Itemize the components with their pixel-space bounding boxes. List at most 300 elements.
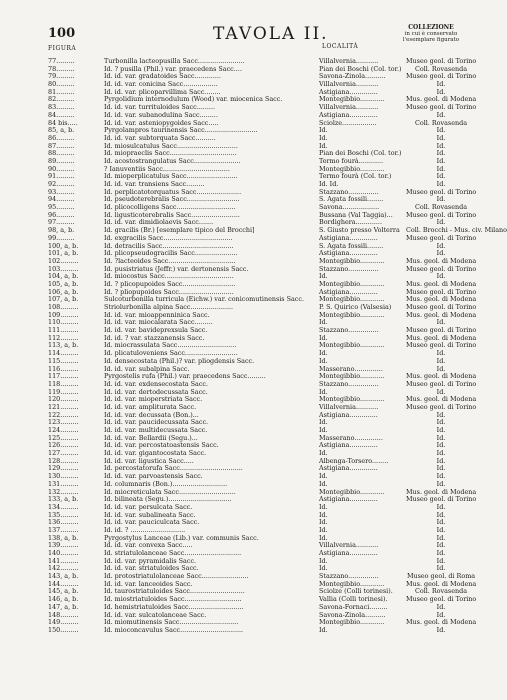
locality: Id.	[319, 564, 328, 573]
species-name: Id. hemistriatuloides Sacc...........................	[104, 602, 244, 611]
figure-number: 79.........	[48, 72, 75, 81]
species-name: Id. miopraeclis Sacc.................................	[104, 149, 237, 158]
locality: Montegibbio............	[319, 95, 385, 104]
locality: Astigiana..............	[319, 87, 378, 96]
figure-number: 104, a, b.	[48, 272, 79, 281]
species-name: Id. id. var. transiens Sacc.........	[104, 180, 205, 188]
locality: Id.	[319, 349, 328, 358]
species-name: Id. miocreticulata Sacc............................	[104, 487, 236, 496]
figure-number: 86.........	[48, 133, 75, 142]
collection: Coll. Rovasenda	[414, 203, 468, 212]
figure-number: 97.........	[48, 218, 75, 227]
figure-number: 94.........	[48, 195, 75, 204]
species-name: Id. id. var. bavideprexsula Sacc.	[104, 326, 208, 335]
species-name: Id. ? pusilla (Phil.) var. praecedens Sacc....	[104, 64, 242, 73]
locality: Bordighera.............	[319, 218, 382, 227]
figure-number: 114.........	[48, 349, 79, 358]
column-header-localita: LOCALITÀ	[322, 43, 359, 50]
locality: Id.	[319, 126, 328, 135]
locality: P. S. Quirico (Valsesia)	[319, 303, 392, 311]
collection: Id.	[436, 364, 446, 373]
figure-number: 140.........	[48, 549, 79, 557]
species-name: Id. taurostriatuloides Sacc...........................	[104, 587, 245, 596]
species-name: Id. ? plicopupoides Sacc..........................	[104, 279, 236, 288]
figure-number: 126.........	[48, 441, 79, 450]
plate-table	[48, 57, 507, 635]
collection: Museo geol. di Torino	[406, 210, 477, 219]
collection: Id.	[436, 449, 446, 458]
locality: Id.	[319, 387, 328, 396]
collection: Id.	[436, 249, 446, 258]
locality: Pian dei Boschi (Col. tor.)	[319, 64, 402, 73]
locality: Savona-Zinola..........	[319, 72, 386, 81]
species-name: Id. ? pliopupoides Sacc...........................	[104, 287, 234, 296]
species-name: Id. id. var. turrituloides Sacc.........	[104, 103, 215, 112]
locality: Montegibbio............	[319, 164, 385, 173]
figure-number: 122.........	[48, 410, 79, 419]
collection: Museo geol. di Torino	[406, 341, 477, 350]
locality: Astigiana..............	[319, 464, 378, 473]
column-header-figura: FIGURA	[48, 45, 77, 52]
figure-number: 89.........	[48, 156, 75, 165]
species-name: ? Ianuventiis Sacc.................................	[104, 164, 230, 173]
collection: Id.	[436, 502, 446, 511]
locality: Id.	[319, 426, 328, 434]
figure-number: 77.........	[48, 57, 75, 65]
locality: Astigiana..............	[319, 495, 378, 504]
figure-number: 102.........	[48, 256, 79, 265]
figure-number: 142.........	[48, 564, 79, 573]
locality: Montegibbio............	[319, 372, 385, 381]
collection: Mus. geol. di Modena	[406, 310, 477, 319]
species-name: Id. plicocolligens Sacc.............................	[104, 203, 236, 212]
figure-number: 80.........	[48, 80, 75, 89]
collection: Mus. geol. di Modena	[406, 372, 477, 381]
figure-number: 88.........	[48, 149, 75, 158]
figure-number: 87.........	[48, 141, 75, 150]
species-name: Id. id. var. plicoparvillima Sacc........	[104, 87, 221, 96]
species-name: Id. bilineata (Segu.)...............................	[104, 495, 232, 504]
species-name: Striolurbonilla alpina Sacc.....................	[104, 303, 234, 311]
collection: Id.	[436, 110, 446, 119]
locality: Montegibbio............	[319, 256, 385, 265]
collection: Id.	[436, 218, 446, 227]
figure-number: 138, a, b.	[48, 533, 79, 542]
collection: Museo geol. di Torino	[406, 326, 477, 335]
species-name: Id. id. ? var. stazzanensis Sacc.	[104, 333, 205, 342]
locality: Pian dei Boschi (Col. tor.)	[319, 149, 402, 158]
locality: Id.	[319, 418, 328, 427]
species-name: Id. striatulolanceae Sacc............................	[104, 549, 242, 557]
locality: Bussana (Val Taggia)...	[319, 210, 393, 219]
locality: Montegibbio............	[319, 310, 385, 319]
figure-number: 115.........	[48, 356, 79, 365]
collection: Id.	[436, 156, 446, 165]
species-name: Id. id. var. multidecussata Sacc.	[104, 426, 208, 434]
figure-number: 110.........	[48, 318, 79, 327]
species-name: Id. detracilis Sacc...................................	[104, 241, 234, 250]
collection: Museo geol. di Torino	[406, 402, 477, 411]
species-name: Sulcoturbonilla turricula (Eichw.) var. conicomutinensis Sacc.	[104, 295, 304, 304]
species-name: Id. ligusticoterebralis Sacc........................	[104, 210, 240, 219]
figure-number: 132.........	[48, 487, 79, 496]
species-name: Id. perplicatotorquatus Sacc......................	[104, 187, 242, 196]
species-name: Id. mioconcavulus Sacc...............................	[104, 625, 244, 634]
species-name: Pyrgostylus Lanceae (Lib.) var. communis Sacc.	[104, 533, 259, 542]
locality: Id.	[319, 556, 328, 565]
locality: Villalvernia...........	[319, 103, 379, 112]
species-name: Id. id. var. subanodulina Sacc.........	[104, 110, 218, 119]
collection: Id.	[436, 433, 446, 442]
figure-number: 144.........	[48, 579, 79, 588]
collection: Id.	[436, 556, 446, 565]
figure-number: 118.........	[48, 379, 79, 388]
species-name: Id. id. ? ...........................	[104, 525, 186, 534]
collection: Museo geol. di Torino	[406, 187, 477, 196]
figure-number: 85, a, b.	[48, 126, 75, 135]
collection: Museo geol. di Torino	[406, 72, 477, 81]
locality: Astigiana..............	[319, 249, 378, 258]
locality: Villalvernia...........	[319, 541, 379, 550]
locality: Montegibbio............	[319, 487, 385, 496]
locality: Astigiana..............	[319, 233, 378, 242]
species-name: Id. pusistriatus (Jeffr.) var. dertonensis Sacc.	[104, 264, 249, 273]
species-name: Id. miocrassulata Sacc.............................	[104, 341, 237, 350]
figure-number: 90.........	[48, 164, 75, 173]
locality: Savona..................	[319, 203, 380, 212]
locality: Montegibbio............	[319, 579, 385, 588]
figure-number: 92.........	[48, 180, 75, 188]
locality: Villalvernia...........	[319, 80, 379, 89]
locality: Stazzano...............	[319, 572, 379, 581]
figure-number: 123.........	[48, 418, 79, 427]
collection: Id.	[436, 318, 446, 327]
locality: Id.	[319, 333, 328, 342]
figure-number: 109.........	[48, 310, 79, 319]
figure-number: 141.........	[48, 556, 79, 565]
species-name: Id. id. var. convexa Sacc.....	[104, 541, 193, 550]
locality: Id.	[319, 272, 328, 281]
figure-number: 128.........	[48, 456, 79, 465]
species-name: Id. miocostus Sacc..................................	[104, 272, 234, 281]
locality: Sciolze.................	[319, 118, 377, 127]
species-name: Pyrgolidium internodulum (Wood) var. miocenica Sacc.	[104, 95, 283, 104]
collection: Id.	[436, 133, 446, 142]
species-name: Id. id. var. pauciculcata Sacc.	[104, 518, 200, 527]
species-name: Turbonilla lacteopusilla Sacc.......................	[104, 57, 245, 65]
page-title: TAVOLA II.	[213, 24, 329, 44]
collection: Id.	[436, 549, 446, 557]
locality: S. Giusto presso Volterra	[319, 226, 400, 235]
figure-number: 137.........	[48, 525, 79, 534]
collection: Id.	[436, 464, 446, 473]
species-name: Id. id. var. lanceoides Sacc.	[104, 579, 193, 588]
figure-number: 116.........	[48, 364, 79, 373]
species-name: Id. id. var. miocalarata Sacc.........	[104, 318, 213, 327]
figure-number: 112.........	[48, 333, 79, 342]
locality: Id.	[319, 525, 328, 534]
species-name: Id. id. var. pyramidalis Sacc.	[104, 556, 197, 565]
figure-number: 129.........	[48, 464, 79, 473]
collection: Id.	[436, 87, 446, 96]
collection: Museo geol. di Torino	[406, 379, 477, 388]
collection: Coll. Rovasenda	[414, 64, 468, 73]
species-name: Id. id. var. dimidiolaevis Sacc.......	[104, 218, 214, 227]
collection: Mus. geol. di Modena	[406, 395, 477, 404]
figure-number: 98, a, b.	[48, 226, 75, 235]
figure-number: 148.........	[48, 610, 79, 619]
species-name: Id. id. var. asteniopygoides Sacc.....	[104, 118, 219, 127]
locality: Stazzano...............	[319, 379, 379, 388]
species-name: Id. id. var. subalpina Sacc.	[104, 364, 190, 373]
species-name: Id. id. var. subtorquata Sacc..........	[104, 133, 216, 142]
locality: Montegibbio............	[319, 618, 385, 627]
collection-header	[396, 25, 466, 43]
species-name: Id. miostriatuloides Sacc............................	[104, 595, 242, 604]
figure-number: 130.........	[48, 472, 79, 481]
page-number: 100	[48, 26, 76, 41]
collection: Id.	[436, 456, 446, 465]
collection: Id.	[436, 349, 446, 358]
figure-number: 136.........	[48, 518, 79, 527]
species-name: Id. id. var. persulcata Sacc.	[104, 502, 193, 511]
locality: Albenga-Torsero........	[319, 456, 389, 465]
collection: Mus. geol. di Modena	[406, 579, 477, 588]
locality: S. Agata fossili........	[319, 241, 384, 250]
collection: Museo geol. di Torino	[406, 303, 477, 311]
figure-number: 117.........	[48, 372, 79, 381]
collection: Museo geol. di Torino	[406, 57, 477, 65]
locality: Masserano..............	[319, 364, 383, 373]
collection: Id.	[436, 525, 446, 534]
species-name: Pyrgostelis rufa (Phil.) var. praecedens Sacc.........	[104, 372, 266, 381]
figure-number: 147, a, b.	[48, 602, 79, 611]
locality: Termo fourà (Col. tor.)	[319, 172, 392, 181]
locality: Astigiana..............	[319, 287, 378, 296]
figure-number: 103.........	[48, 264, 79, 273]
species-name: Id. id. var. decussata (Bon.)...	[104, 410, 199, 419]
species-name: Id. densecostata (Phil.)? var. pliogdensis Sacc.	[104, 356, 255, 365]
species-name: Id. plicopseudogracilis Sacc.....................	[104, 249, 238, 258]
figure-number: 84 bis.....	[48, 118, 78, 127]
collection: Coll. Brocchi - Mus. civ. Milano	[406, 226, 507, 235]
locality: S. Agata fossili........	[319, 195, 384, 204]
figure-number: 133, a, b.	[48, 495, 79, 504]
figure-number: 120.........	[48, 395, 79, 404]
locality: Savona-Zinola..........	[319, 610, 386, 619]
collection: Mus. geol. di Modena	[406, 279, 477, 288]
locality: Astigiana..............	[319, 110, 378, 119]
collection: Id.	[436, 172, 446, 181]
collection: Id.	[436, 410, 446, 419]
species-name: Id. percostatorufa Sacc...............................	[104, 464, 243, 473]
locality: Id.	[319, 502, 328, 511]
locality: Vallia (Colli torinesi).	[319, 595, 388, 604]
locality: Sciolze (Colli torinesi).	[319, 587, 393, 596]
collection: Id.	[436, 141, 446, 150]
species-name: Id. id. var. mioappenninica Sacc.	[104, 310, 210, 319]
figure-number: 124.........	[48, 426, 79, 434]
collection: Id.	[436, 356, 446, 365]
locality: Villalvernia...........	[319, 402, 379, 411]
figure-number: 113, a, b.	[48, 341, 79, 350]
figure-number: 146, a, b.	[48, 595, 79, 604]
figure-number: 84.........	[48, 110, 75, 119]
figure-number: 145, a, b.	[48, 587, 79, 596]
collection-heading: COLLEZIONE	[408, 24, 454, 31]
collection: Id.	[436, 625, 446, 634]
species-name: Id. miosulcatulus Sacc..............................	[104, 141, 238, 150]
species-name: Id. id. var. gigantocostata Sacc.	[104, 449, 207, 458]
species-name: Id. id. var. mioperstriata Sacc.	[104, 395, 203, 404]
collection: Id.	[436, 241, 446, 250]
figure-number: 107, a, b.	[48, 295, 79, 304]
collection: Id.	[436, 180, 446, 188]
locality: Montegibbio............	[319, 279, 385, 288]
figure-number: 99.........	[48, 233, 75, 242]
collection: Coll. Rovasenda	[414, 587, 468, 596]
collection: Museo geol. di Torino	[406, 495, 477, 504]
species-name: Id. id. var. subalineata Sacc.	[104, 510, 196, 519]
collection: Id.	[436, 272, 446, 281]
locality: Id.	[319, 518, 328, 527]
collection: Museo geol. di Torino	[406, 233, 477, 242]
collection: Id.	[436, 164, 446, 173]
collection: Id.	[436, 533, 446, 542]
table-row	[48, 627, 472, 635]
figure-number: 150.........	[48, 625, 79, 634]
collection: Id.	[436, 418, 446, 427]
locality: Stazzano...............	[319, 326, 379, 335]
collection: Id.	[436, 426, 446, 434]
collection: Id.	[436, 126, 446, 135]
species-name: Id. id. var. exdensecostata Sacc.	[104, 379, 209, 388]
locality: Id.	[319, 449, 328, 458]
locality: Villalvernia...........	[319, 57, 379, 65]
species-name: Id. id. var. gradatoides Sacc.............	[104, 72, 221, 81]
species-name: Id. pseudoterebralis Sacc..........................	[104, 195, 240, 204]
collection: Id.	[436, 441, 446, 450]
collection: Mus. geol. di Modena	[406, 295, 477, 304]
locality: Id.	[319, 479, 328, 488]
collection: Id.	[436, 149, 446, 158]
collection: Museo geol. di Torino	[406, 287, 477, 296]
collection: Museo geol. di Roma	[406, 572, 476, 581]
locality: Astigiana..............	[319, 441, 378, 450]
collection: Id.	[436, 472, 446, 481]
collection: Mus. geol. di Modena	[406, 256, 477, 265]
collection: Museo geol. di Torino	[406, 595, 477, 604]
collection-subheading-2: l'esemplare figurato	[402, 37, 460, 43]
species-name: Id. id. var. striatuloides Sacc.	[104, 564, 199, 573]
figure-number: 119.........	[48, 387, 79, 396]
figure-number: 125.........	[48, 433, 79, 442]
locality: Id.	[319, 356, 328, 365]
locality: Id.	[319, 133, 328, 142]
collection: Coll. Rovasenda	[414, 118, 468, 127]
locality: Astigiana..............	[319, 549, 378, 557]
locality: Masserano..............	[319, 433, 383, 442]
figure-number: 95.........	[48, 203, 75, 212]
collection-subheading-1: in cui è conservato	[404, 31, 458, 37]
locality: Id.	[319, 472, 328, 481]
collection: Museo geol. di Torino	[406, 264, 477, 273]
species-name: Id. id. var. conicina Sacc.................	[104, 80, 218, 89]
species-name: Id. id. var. paucidecussata Sacc.	[104, 418, 209, 427]
figure-number: 143, a, b.	[48, 572, 79, 581]
collection: Mus. geol. di Modena	[406, 618, 477, 627]
locality: Montegibbio............	[319, 395, 385, 404]
species-name: Id. id. var. sulcatolanceae Sacc.	[104, 610, 207, 619]
collection: Museo geol. di Torino	[406, 103, 477, 112]
species-name: Id. protostriatulolanceae Sacc.......................	[104, 572, 249, 581]
figure-number: 100, a, b.	[48, 241, 79, 250]
locality: Montegibbio............	[319, 341, 385, 350]
collection: Id.	[436, 602, 446, 611]
figure-number: 81.........	[48, 87, 75, 96]
species-name: Id. id. var. parvoastensis Sacc.	[104, 472, 203, 481]
locality: Savona-Fornaci.........	[319, 602, 388, 611]
species-name: Id. acostostrangulatus Sacc.......................	[104, 156, 241, 165]
collection: Id.	[436, 610, 446, 619]
figure-number: 111.........	[48, 326, 79, 335]
species-name: Id. gracilis (Br.) [esemplare tipico del Brocchi]	[104, 226, 255, 235]
species-name: Id. columnaris (Bon.)...........................	[104, 479, 228, 488]
locality: Stazzano...............	[319, 187, 379, 196]
figure-number: 139.........	[48, 541, 79, 550]
figure-number: 106, a, b.	[48, 287, 79, 296]
collection: Mus. geol. di Modena	[406, 487, 477, 496]
figure-number: 131.........	[48, 479, 79, 488]
species-name: Id. id. var. ampliturata Sacc.	[104, 402, 197, 411]
figure-number: 78.........	[48, 64, 75, 73]
locality: Termo fourà............	[319, 156, 384, 165]
locality: Stazzano...............	[319, 264, 379, 273]
collection: Id.	[436, 564, 446, 573]
collection: Id.	[436, 518, 446, 527]
species-name: Id. id. var. Bellardii (Segu.)...	[104, 433, 198, 442]
species-name: Id. plicatuloveniens Sacc..........................	[104, 349, 238, 358]
collection: Id.	[436, 387, 446, 396]
figure-number: 121.........	[48, 402, 79, 411]
figure-number: 127.........	[48, 449, 79, 458]
figure-number: 96.........	[48, 210, 75, 219]
species-name: Id. id. var. ligustica Sacc.....	[104, 456, 194, 465]
locality: Id. Id.	[319, 180, 339, 188]
figure-number: 93.........	[48, 187, 75, 196]
collection: Id.	[436, 80, 446, 89]
figure-number: 149.........	[48, 618, 79, 627]
collection: Mus. geol. di Modena	[406, 333, 477, 342]
figure-number: 83.........	[48, 103, 75, 112]
locality: Id.	[319, 533, 328, 542]
species-name: Id. exgracilis Sacc..................................	[104, 233, 233, 242]
collection: Id.	[436, 195, 446, 204]
locality: Id.	[319, 510, 328, 519]
species-name: Id. miomutinensis Sacc.............................	[104, 618, 239, 627]
species-name: Id. id. var. dertodecussata Sacc.	[104, 387, 208, 396]
collection: Id.	[436, 510, 446, 519]
collection: Mus. geol. di Modena	[406, 95, 477, 104]
collection: Id.	[436, 541, 446, 550]
figure-number: 101, a, b.	[48, 249, 79, 258]
figure-number: 105, a, b.	[48, 279, 79, 288]
species-name: Pyrgolampros taurinensis Sacc..........................	[104, 126, 258, 135]
species-name: Id. mioperplicatulus Sacc.........................	[104, 172, 238, 181]
figure-number: 134.........	[48, 502, 79, 511]
locality: Id.	[319, 141, 328, 150]
collection: Id.	[436, 479, 446, 488]
